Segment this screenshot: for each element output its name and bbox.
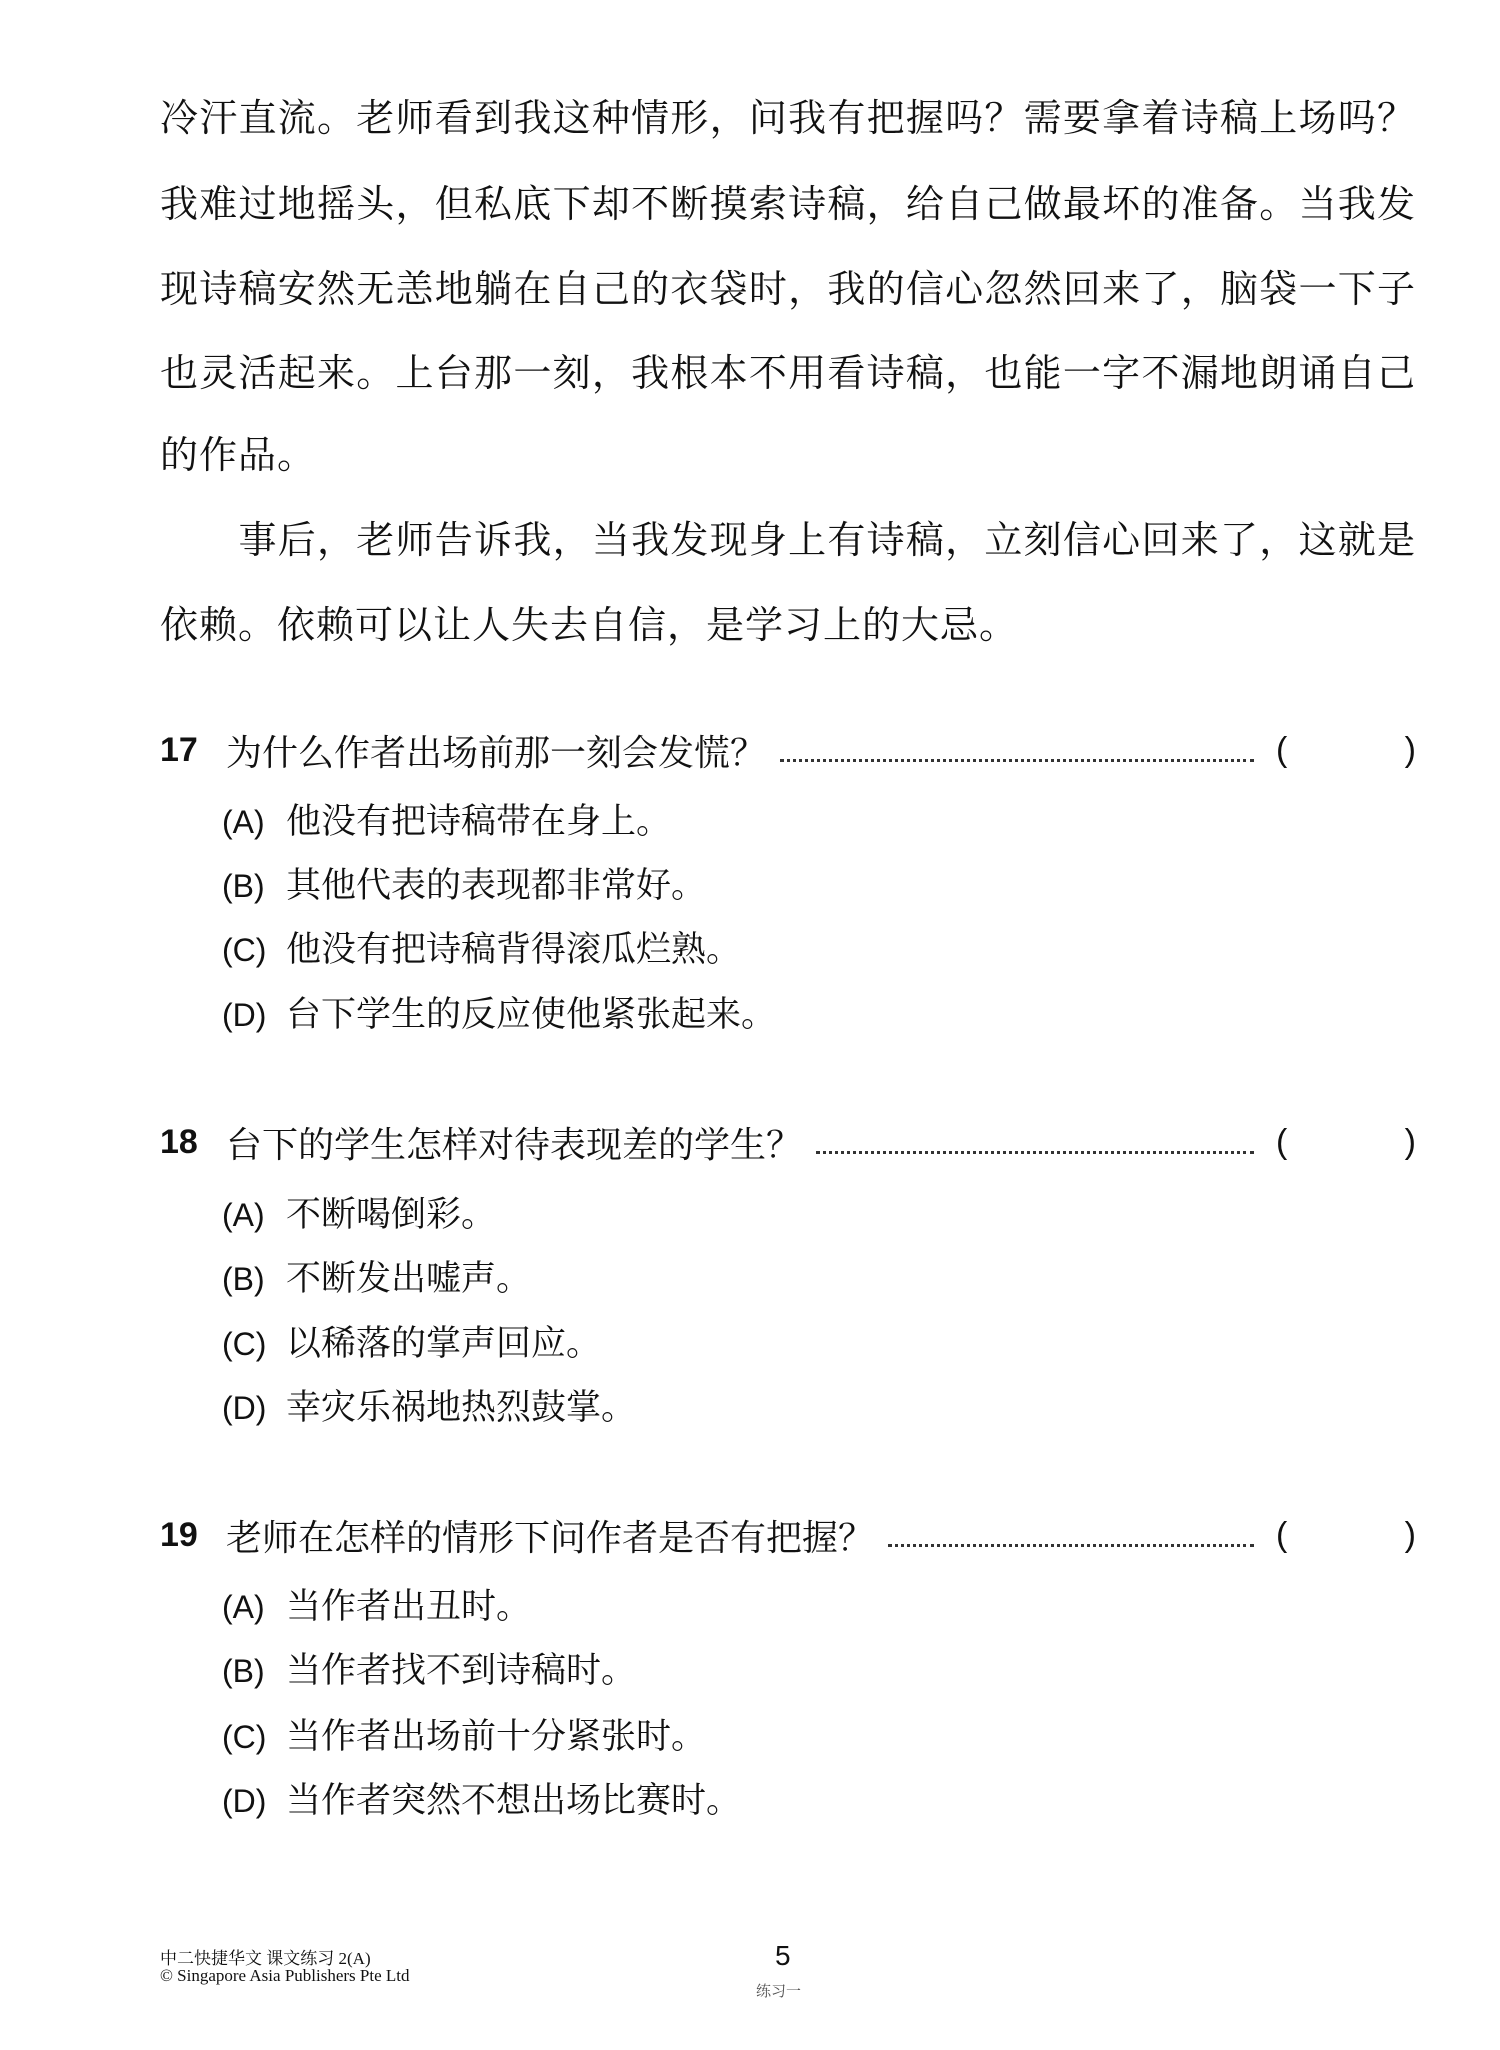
option: [222, 1714, 706, 1760]
option-label: (A): [222, 1589, 265, 1625]
question-number: 18: [160, 1122, 198, 1161]
option: [222, 1778, 741, 1824]
option: [222, 799, 671, 845]
passage-line: 我难过地摇头，但私底下却不断摸索诗稿，给自己做最坏的准备。当我发: [160, 182, 1416, 226]
option: [222, 1321, 601, 1367]
option-text: 当作者出丑时。: [286, 1587, 532, 1627]
question-text: 台下的学生怎样对待表现差的学生？: [226, 1124, 803, 1166]
option: [222, 863, 706, 909]
option-text: 不断喝倒彩。: [286, 1195, 497, 1235]
dotted-leader: [816, 1131, 1254, 1154]
question-18: [160, 1118, 1416, 1166]
option-label: (A): [222, 1197, 265, 1233]
passage-line: 依赖。依赖可以让人失去自信，是学习上的大忌。: [160, 603, 1019, 647]
paren-close: ): [1404, 730, 1416, 769]
question-17: [160, 726, 1416, 774]
paren-open: (: [1276, 730, 1288, 769]
footer-book-title: 中二快捷华文 课文练习 2(A): [160, 1949, 371, 1968]
question-number: 17: [160, 730, 198, 769]
passage-line: 现诗稿安然无恙地躺在自己的衣袋时，我的信心忽然回来了，脑袋一下子: [160, 267, 1416, 311]
option: [222, 927, 741, 973]
option-text: 他没有把诗稿背得滚瓜烂熟。: [286, 930, 742, 970]
option-text: 不断发出嘘声。: [286, 1259, 532, 1299]
answer-blank[interactable]: [1276, 731, 1416, 770]
option: [222, 992, 776, 1038]
answer-blank[interactable]: [1276, 1123, 1416, 1162]
paren-close: ): [1404, 1515, 1416, 1554]
option-label: (C): [222, 1719, 267, 1755]
option-text: 当作者找不到诗稿时。: [286, 1651, 637, 1691]
paren-open: (: [1276, 1515, 1288, 1554]
option: [222, 1192, 496, 1238]
option-label: (D): [222, 1390, 267, 1426]
option-label: (D): [222, 1783, 267, 1819]
paren-open: (: [1276, 1122, 1288, 1161]
option: [222, 1256, 531, 1302]
option-label: (B): [222, 868, 265, 904]
option-label: (C): [222, 1326, 267, 1362]
option: [222, 1385, 636, 1431]
option-text: 当作者突然不想出场比赛时。: [286, 1781, 742, 1821]
page-number: 5: [775, 1940, 791, 1971]
option-label: (D): [222, 997, 267, 1033]
question-number: 19: [160, 1515, 198, 1554]
option-label: (B): [222, 1261, 265, 1297]
option-text: 以稀落的掌声回应。: [286, 1324, 602, 1364]
question-19: [160, 1511, 1416, 1559]
option-text: 幸灾乐祸地热烈鼓掌。: [286, 1388, 637, 1428]
footer-section: 练习一: [756, 1984, 802, 2000]
answer-blank[interactable]: [1276, 1516, 1416, 1555]
passage-line: 也灵活起来。上台那一刻，我根本不用看诗稿，也能一字不漏地朗诵自己: [160, 351, 1416, 395]
option-text: 他没有把诗稿带在身上。: [286, 802, 672, 842]
option-label: (A): [222, 804, 265, 840]
footer-copyright: © Singapore Asia Publishers Pte Ltd: [160, 1966, 410, 1985]
option: [222, 1584, 531, 1630]
dotted-leader: [888, 1524, 1254, 1547]
paren-close: ): [1404, 1122, 1416, 1161]
option-label: (C): [222, 932, 267, 968]
option-label: (B): [222, 1653, 265, 1689]
passage-line: 冷汗直流。老师看到我这种情形，问我有把握吗？需要拿着诗稿上场吗？: [160, 96, 1416, 140]
option-text: 其他代表的表现都非常好。: [286, 866, 707, 906]
option-text: 台下学生的反应使他紧张起来。: [286, 995, 777, 1035]
passage-line: 的作品。: [160, 433, 317, 477]
option: [222, 1648, 636, 1694]
question-text: 老师在怎样的情形下问作者是否有把握？: [226, 1517, 875, 1559]
question-text: 为什么作者出场前那一刻会发慌？: [226, 732, 767, 774]
passage-line: 事后，老师告诉我，当我发现身上有诗稿，立刻信心回来了，这就是: [160, 518, 1416, 562]
dotted-leader: [780, 739, 1254, 762]
option-text: 当作者出场前十分紧张时。: [286, 1717, 707, 1757]
